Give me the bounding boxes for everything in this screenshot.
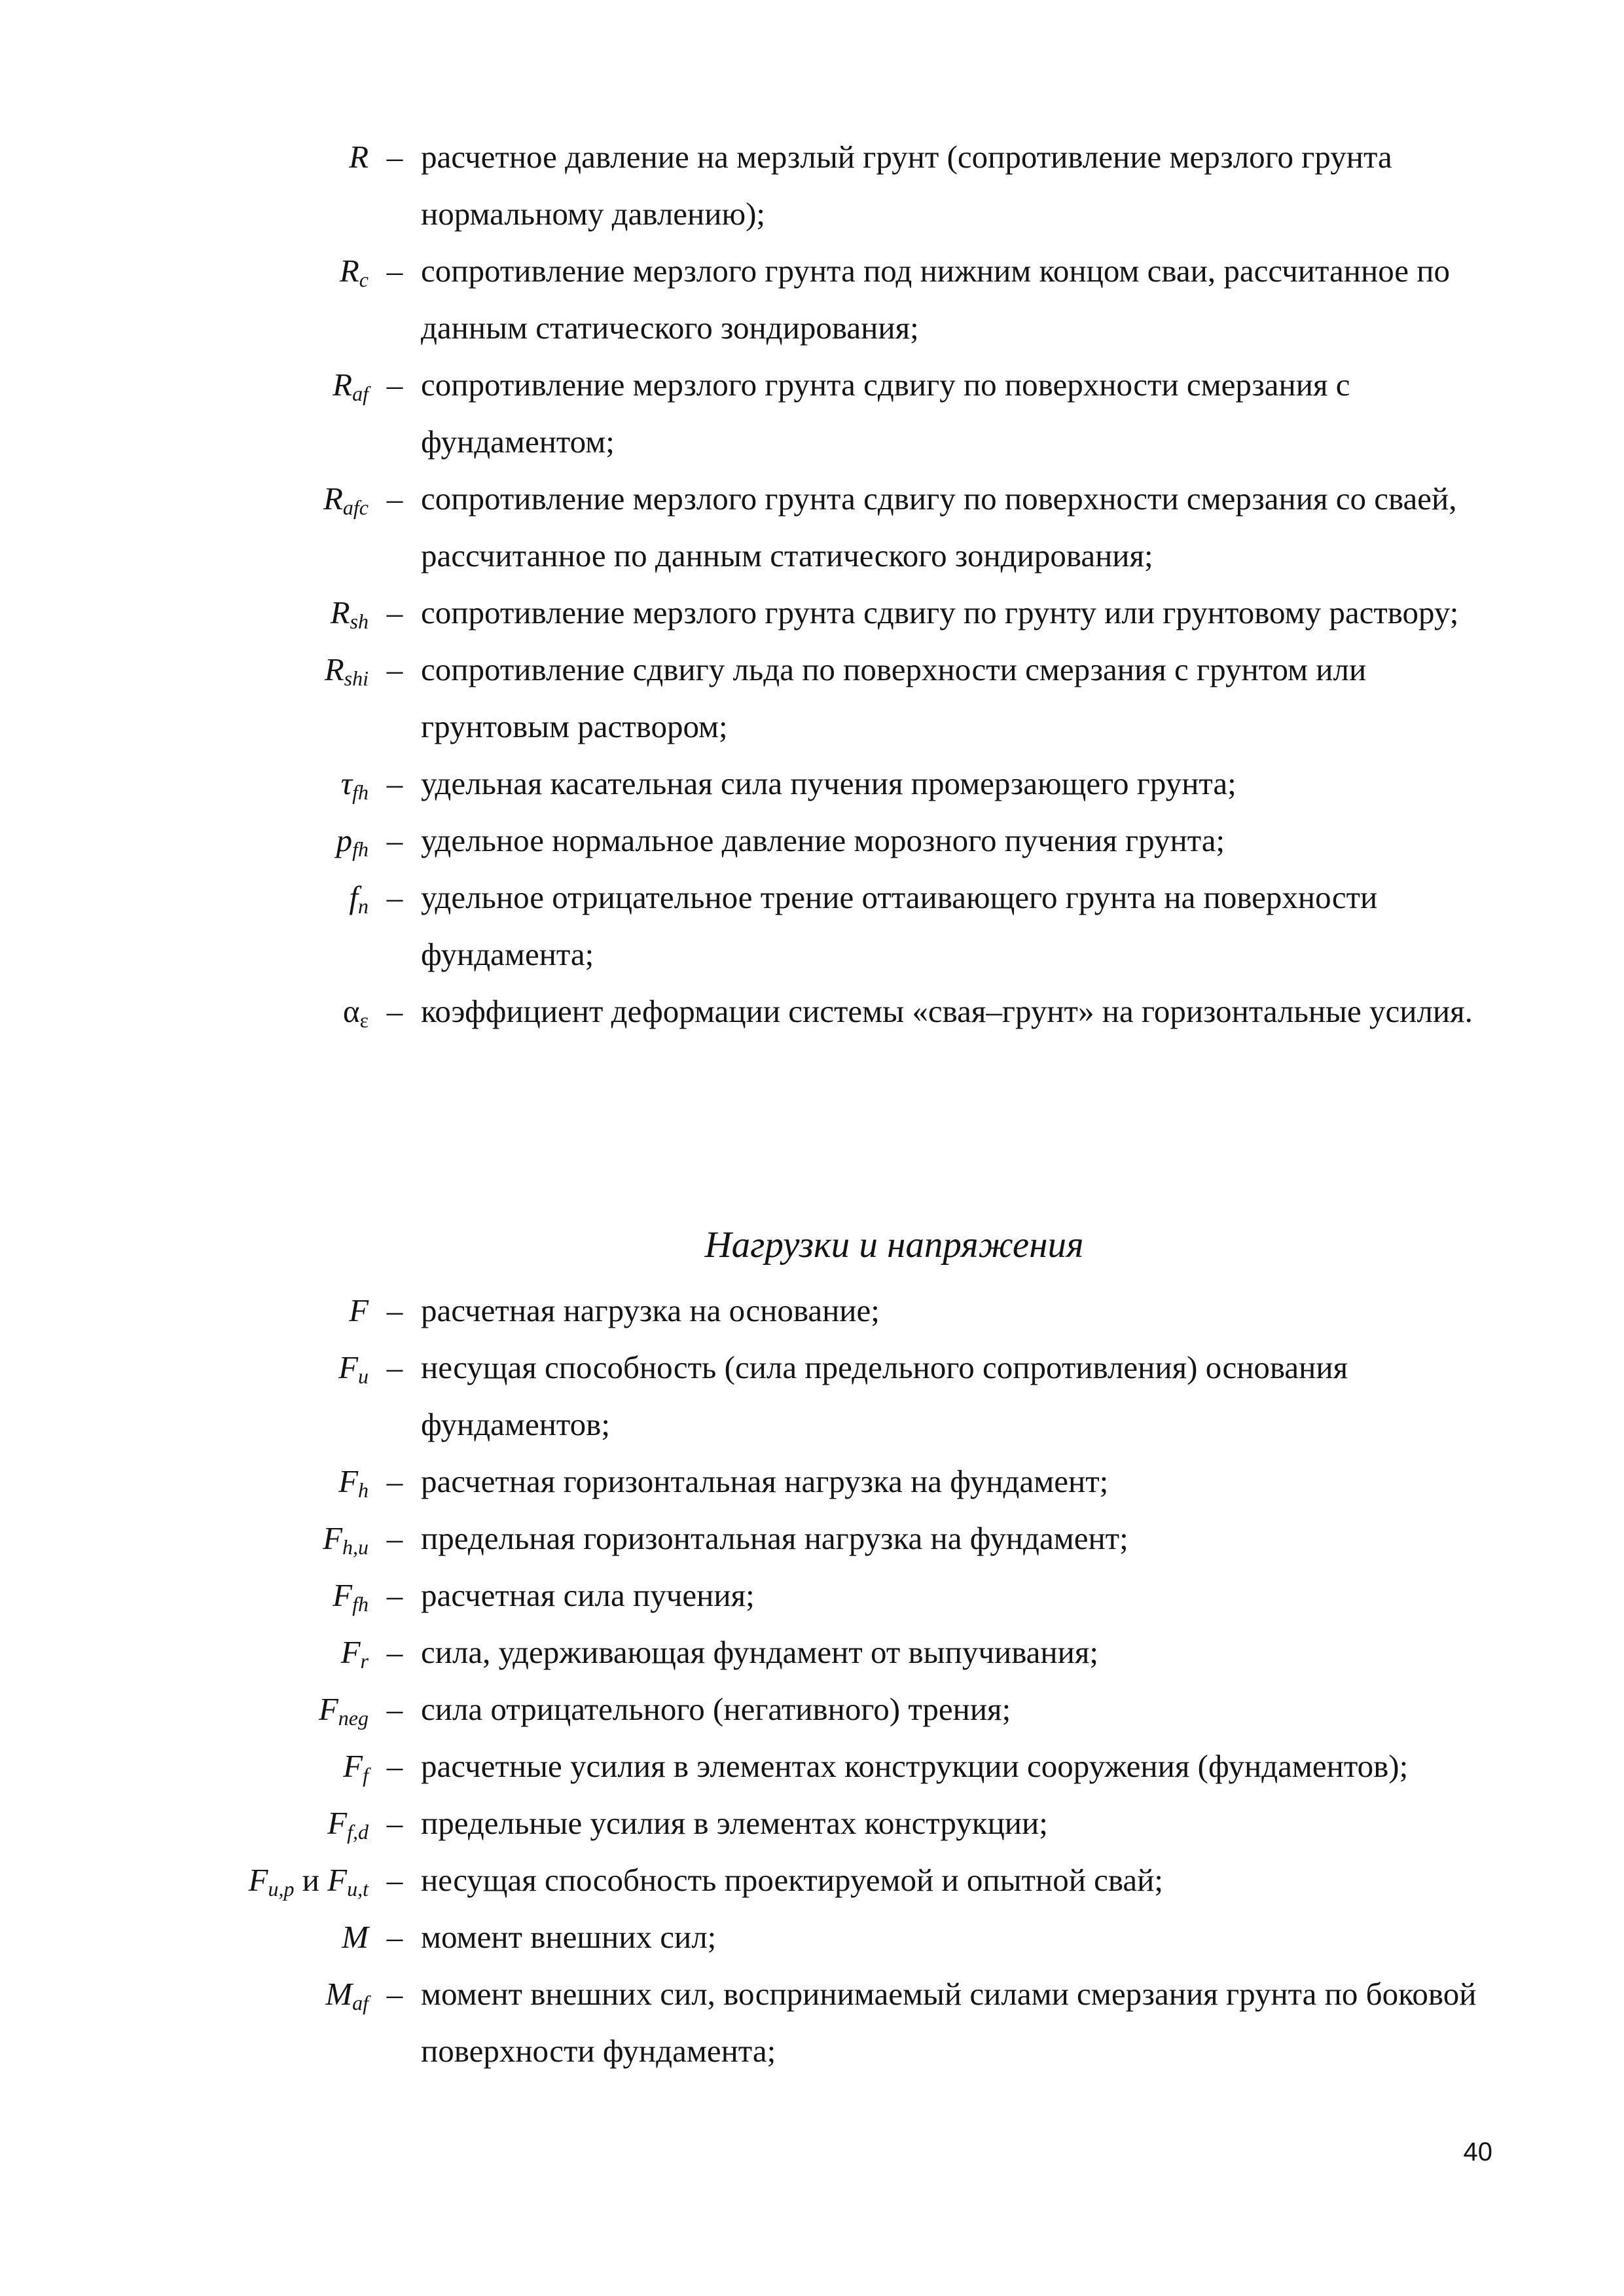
definition-row <box>0 128 1624 242</box>
definition-text: момент внешних сил; <box>421 1919 717 1955</box>
definition-dash: – <box>386 1520 403 1556</box>
definition-row <box>0 869 1624 983</box>
definition-row <box>0 755 1624 812</box>
definition-dash: – <box>386 1805 403 1841</box>
definition-symbol: $F_r$ <box>340 1634 369 1673</box>
definition-symbol: $M_{af}$ <box>325 1976 369 2014</box>
definition-text: сопротивление мерзлого грунта сдвигу по грунту или грунтовому раствору; <box>421 594 1459 630</box>
definition-row <box>0 1624 1624 1681</box>
definitions-list-loads <box>0 1282 1624 2079</box>
definition-symbol: $F_{fh}$ <box>333 1577 369 1616</box>
definition-dash: – <box>386 1292 403 1328</box>
definition-dash: – <box>386 879 403 915</box>
definition-text: сопротивление мерзлого грунта сдвигу по поверхности смерзания со сваей, рассчитанное по данным статического зондирования; <box>421 481 1457 574</box>
definition-symbol: $f_n$ <box>349 879 369 918</box>
definition-row <box>0 641 1624 755</box>
definition-text: удельная касательная сила пучения промерзающего грунта; <box>421 765 1236 801</box>
definition-dash: – <box>386 481 403 517</box>
definition-row <box>0 1851 1624 1908</box>
definition-row <box>0 1738 1624 1795</box>
definition-row <box>0 1908 1624 1965</box>
definition-row <box>0 242 1624 356</box>
definition-symbol: F <box>349 1292 369 1328</box>
definition-symbol: $F_f$ <box>343 1748 369 1787</box>
definition-row <box>0 1965 1624 2079</box>
definition-row <box>0 584 1624 641</box>
definition-dash: – <box>386 1634 403 1670</box>
definition-symbol: $R_{shi}$ <box>324 651 369 690</box>
definition-symbol: R <box>349 139 369 175</box>
definition-text: расчетная горизонтальная нагрузка на фундамент; <box>421 1463 1109 1499</box>
definition-dash: – <box>386 1919 403 1955</box>
definition-row <box>0 1681 1624 1738</box>
definition-dash: – <box>386 367 403 403</box>
definition-symbol: $p_{fh}$ <box>336 822 369 861</box>
definition-row <box>0 356 1624 470</box>
definition-symbol: $F_{h,u}$ <box>323 1520 369 1559</box>
definition-text: расчетная нагрузка на основание; <box>421 1292 880 1328</box>
page-number: 40 <box>1463 2138 1492 2166</box>
definition-row <box>0 983 1624 1040</box>
definition-row <box>0 1282 1624 1339</box>
definition-row <box>0 1795 1624 1851</box>
definition-text: предельная горизонтальная нагрузка на фундамент; <box>421 1520 1128 1556</box>
definition-row <box>0 1510 1624 1567</box>
definition-text: сопротивление мерзлого грунта под нижним концом сваи, рассчитанное по данным статического зондирования; <box>421 253 1451 346</box>
definition-dash: – <box>386 1691 403 1727</box>
definition-dash: – <box>386 993 403 1029</box>
definition-symbol: $R_c$ <box>339 253 369 291</box>
definition-symbol: $R_{sh}$ <box>330 594 369 633</box>
definition-row <box>0 1339 1624 1453</box>
definition-row <box>0 1567 1624 1624</box>
definitions-list-resistance <box>0 128 1624 1040</box>
definition-row <box>0 1453 1624 1510</box>
definition-text: сопротивление сдвигу льда по поверхности смерзания с грунтом или грунтовым раствором; <box>421 651 1367 744</box>
definition-row <box>0 470 1624 584</box>
definition-row <box>0 812 1624 869</box>
definition-text: расчетное давление на мерзлый грунт (сопротивление мерзлого грунта нормальному давлению); <box>421 139 1392 232</box>
definition-dash: – <box>386 1577 403 1613</box>
definition-dash: – <box>386 594 403 630</box>
definition-text: момент внешних сил, воспринимаемый силами смерзания грунта по боковой поверхности фундамента; <box>421 1976 1477 2069</box>
definition-dash: – <box>386 1748 403 1784</box>
definition-symbol: $F_u$ <box>338 1349 369 1388</box>
section-heading: Нагрузки и напряжения <box>704 1224 1084 1266</box>
definition-text: удельное отрицательное трение оттаивающего грунта на поверхности фундамента; <box>421 879 1378 972</box>
definition-symbol: $F_{u,p}$ и $F_{u,t}$ <box>248 1862 369 1901</box>
definition-dash: – <box>386 765 403 801</box>
definition-text: сила, удерживающая фундамент от выпучивания; <box>421 1634 1099 1670</box>
definition-text: сопротивление мерзлого грунта сдвигу по поверхности смерзания с фундаментом; <box>421 367 1350 460</box>
definition-symbol: $F_{neg}$ <box>318 1691 369 1730</box>
definition-text: расчетная сила пучения; <box>421 1577 755 1613</box>
definition-dash: – <box>386 1976 403 2012</box>
definition-symbol: $R_{afc}$ <box>323 481 369 519</box>
definition-text: расчетные усилия в элементах конструкции сооружения (фундаментов); <box>421 1748 1409 1784</box>
definition-text: несущая способность проектируемой и опытной свай; <box>421 1862 1163 1898</box>
definition-symbol: $\alpha_\varepsilon$ <box>342 993 369 1032</box>
definition-dash: – <box>386 1862 403 1898</box>
definition-dash: – <box>386 139 403 175</box>
definition-text: удельное нормальное давление морозного пучения грунта; <box>421 822 1225 858</box>
definition-dash: – <box>386 822 403 858</box>
definition-text: несущая способность (сила предельного сопротивления) основания фундаментов; <box>421 1349 1348 1442</box>
definition-dash: – <box>386 253 403 289</box>
definition-text: коэффициент деформации системы «свая–грунт» на горизонтальные усилия. <box>421 993 1473 1029</box>
definition-symbol: $\tau_{fh}$ <box>340 765 369 804</box>
definition-dash: – <box>386 1349 403 1385</box>
definition-text: предельные усилия в элементах конструкции; <box>421 1805 1048 1841</box>
definition-symbol: $F_{f,d}$ <box>327 1805 369 1844</box>
definition-symbol: $F_h$ <box>338 1463 369 1502</box>
definition-symbol: M <box>342 1919 369 1955</box>
definition-dash: – <box>386 1463 403 1499</box>
definition-text: сила отрицательного (негативного) трения; <box>421 1691 1011 1727</box>
definition-symbol: $R_{af}$ <box>333 367 369 405</box>
definition-dash: – <box>386 651 403 687</box>
